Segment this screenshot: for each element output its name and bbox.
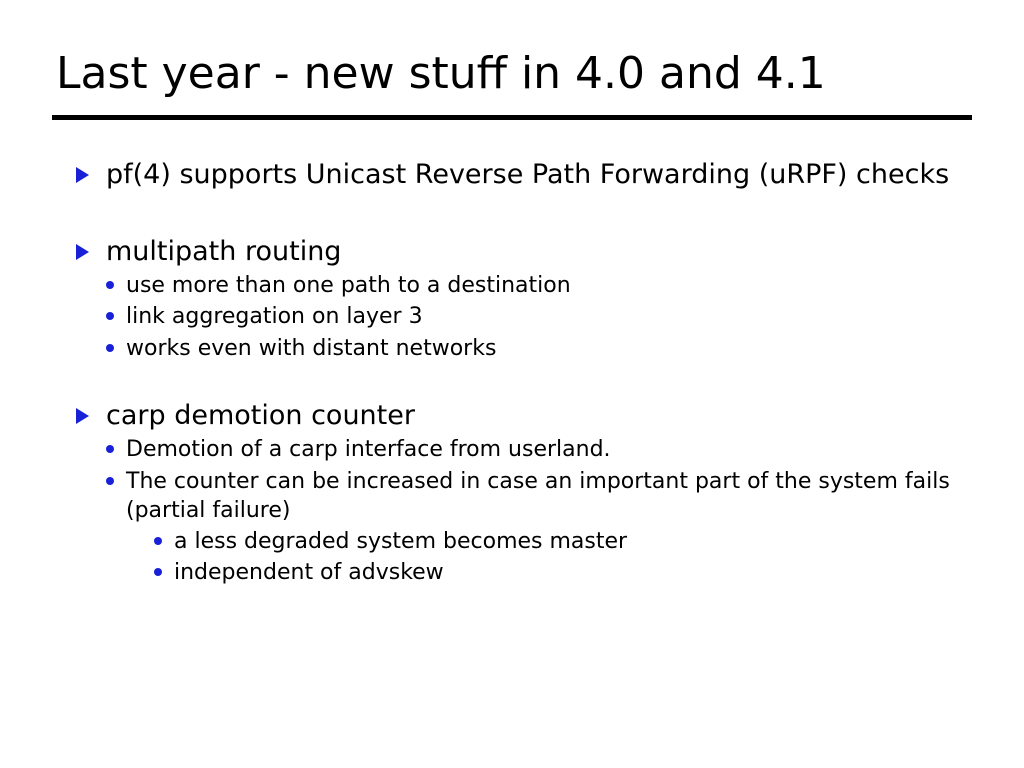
list-item: [70, 334, 970, 363]
list-item: [70, 158, 970, 193]
list-item-label: The counter can be increased in case an important part of the system fails (partial failure): [126, 468, 950, 523]
spacer: [70, 363, 970, 391]
list-item-label: link aggregation on layer 3: [126, 304, 423, 330]
list-item: [70, 302, 970, 331]
list-item-label: works even with distant networks: [126, 335, 497, 361]
list-item: [70, 271, 970, 300]
title-divider: [52, 115, 972, 120]
list-item-label: independent of advskew: [174, 560, 444, 586]
list-item: [70, 527, 970, 556]
list-item: [70, 467, 970, 526]
triangle-bullet-icon: [76, 244, 89, 260]
list-item-label: Demotion of a carp interface from userland.: [126, 437, 611, 463]
list-item-label: multipath routing: [106, 235, 342, 267]
page-title: Last year - new stuff in 4.0 and 4.1: [56, 48, 826, 99]
dot-bullet-icon: [106, 281, 114, 289]
dot-bullet-icon: [154, 568, 162, 576]
list-item-label: a less degraded system becomes master: [174, 529, 628, 555]
slide-body: [70, 150, 970, 588]
list-item: [70, 435, 970, 464]
spacer: [70, 193, 970, 227]
list-item-label: pf(4) supports Unicast Reverse Path Forwarding (uRPF) checks: [106, 159, 950, 190]
list-item: [70, 235, 970, 270]
dot-bullet-icon: [106, 445, 114, 453]
list-item-label: use more than one path to a destination: [126, 273, 571, 299]
list-item: [70, 399, 970, 434]
dot-bullet-icon: [106, 477, 114, 485]
dot-bullet-icon: [106, 312, 114, 320]
triangle-bullet-icon: [76, 408, 89, 424]
dot-bullet-icon: [154, 537, 162, 545]
dot-bullet-icon: [106, 344, 114, 352]
list-item-label: carp demotion counter: [106, 399, 415, 431]
triangle-bullet-icon: [76, 167, 89, 183]
list-item: [70, 558, 970, 587]
